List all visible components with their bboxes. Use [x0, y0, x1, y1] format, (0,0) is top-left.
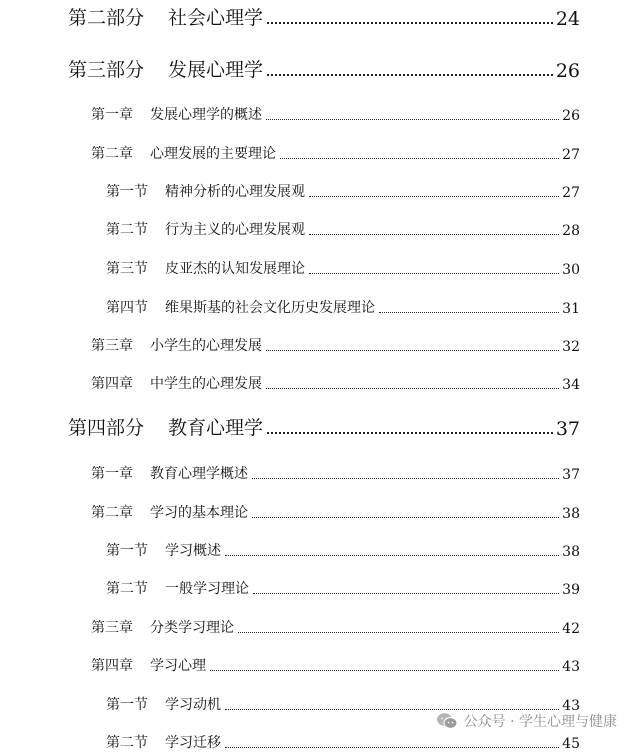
- dot-leader: [225, 555, 559, 556]
- toc-entry-title: 学习心理: [150, 658, 206, 674]
- dot-leader: [253, 593, 559, 594]
- toc-entry-page: 39: [562, 582, 580, 598]
- toc-entry-page: 26: [562, 108, 580, 124]
- toc-entry-title: 一般学习理论: [165, 581, 249, 597]
- dot-leader: [252, 517, 559, 518]
- toc-entry-page: 27: [562, 185, 580, 201]
- toc-entry-title: 学习动机: [165, 697, 221, 713]
- toc-entry-page: 31: [562, 301, 580, 317]
- toc-entry-number: 第三节: [106, 261, 148, 277]
- dot-leader: [238, 632, 559, 633]
- dot-leader: [267, 22, 553, 24]
- toc-entry-number: 第四章: [91, 376, 133, 392]
- toc-entry-title: 发展心理学: [168, 59, 264, 81]
- dot-leader: [267, 432, 553, 434]
- watermark-text: 公众号 · 学生心理与健康: [463, 714, 617, 730]
- toc-entry-section: [106, 578, 580, 598]
- toc-entry-page: 26: [555, 60, 580, 82]
- toc-entry-chapter: [91, 655, 580, 675]
- toc-entry-page: 28: [562, 223, 580, 239]
- toc-entry-number: 第四章: [91, 658, 133, 674]
- toc-entry-page: 37: [562, 467, 580, 483]
- toc-entry-chapter: [91, 335, 580, 355]
- toc-entry-number: 第一节: [106, 184, 148, 200]
- toc-entry-section: [106, 297, 580, 317]
- toc-entry-chapter: [91, 463, 580, 483]
- toc-entry-title: 社会心理学: [168, 7, 264, 29]
- toc-entry-number: 第一节: [106, 697, 148, 713]
- dot-leader: [309, 196, 559, 197]
- toc-entry-title: 发展心理学的概述: [150, 107, 262, 123]
- toc-entry-title: 教育心理学: [168, 417, 264, 439]
- toc-entry-title: 皮亚杰的认知发展理论: [165, 261, 305, 277]
- dot-leader: [266, 350, 559, 351]
- toc-entry-section: [106, 258, 580, 278]
- toc-entry-page: 38: [562, 544, 580, 560]
- toc-entry-section: [106, 219, 580, 239]
- toc-entry-title: 行为主义的心理发展观: [165, 222, 305, 238]
- dot-leader: [379, 312, 559, 313]
- dot-leader: [252, 478, 559, 479]
- toc-entry-chapter: [91, 104, 580, 124]
- toc-entry-number: 第四节: [106, 300, 148, 316]
- toc-entry-chapter: [91, 502, 580, 522]
- toc-entry-title: 心理发展的主要理论: [150, 146, 276, 162]
- toc-entry-page: 43: [562, 698, 580, 714]
- toc-entry-title: 维果斯基的社会文化历史发展理论: [165, 300, 375, 316]
- toc-entry-number: 第一节: [106, 543, 148, 559]
- toc-entry-chapter: [91, 143, 580, 163]
- toc-entry-number: 第三部分: [68, 59, 145, 81]
- toc-entry-title: 学习概述: [165, 543, 221, 559]
- toc-entry-section: [106, 540, 580, 560]
- toc-entry-page: 32: [562, 339, 580, 355]
- toc-entry-number: 第二节: [106, 581, 148, 597]
- toc-entry-number: 第四部分: [68, 417, 145, 439]
- toc-entry-chapter: [91, 617, 580, 637]
- dot-leader: [225, 747, 559, 748]
- toc-entry-number: 第一章: [91, 107, 133, 123]
- toc-entry-page: 43: [562, 659, 580, 675]
- toc-entry-page: 37: [555, 418, 580, 440]
- toc-entry-title: 中学生的心理发展: [150, 376, 262, 392]
- toc-entry-page: 45: [562, 736, 580, 752]
- wechat-official-account-icon: [436, 712, 458, 730]
- dot-leader: [280, 158, 559, 159]
- toc-entry-page: 30: [562, 262, 580, 278]
- toc-entry-number: 第三章: [91, 338, 133, 354]
- toc-entry-title: 精神分析的心理发展观: [165, 184, 305, 200]
- toc-entry-number: 第二节: [106, 735, 148, 751]
- toc-entry-number: 第二章: [91, 505, 133, 521]
- toc-entry-number: 第二章: [91, 146, 133, 162]
- toc-entry-part: [68, 4, 580, 30]
- toc-entry-page: 24: [555, 8, 580, 30]
- toc-entry-page: 27: [562, 147, 580, 163]
- toc-entry-title: 教育心理学概述: [150, 466, 248, 482]
- toc-entry-number: 第一章: [91, 466, 133, 482]
- dot-leader: [225, 709, 559, 710]
- toc-entry-title: 分类学习理论: [150, 620, 234, 636]
- dot-leader: [266, 119, 559, 120]
- dot-leader: [210, 670, 559, 671]
- toc-entry-number: 第三章: [91, 620, 133, 636]
- watermark: [436, 711, 617, 731]
- toc-entry-part: [68, 56, 580, 82]
- toc-entry-title: 学习迁移: [165, 735, 221, 751]
- dot-leader: [309, 273, 559, 274]
- toc-entry-title: 小学生的心理发展: [150, 338, 262, 354]
- toc-entry-page: 38: [562, 506, 580, 522]
- toc-entry-section: [106, 732, 580, 752]
- toc-entry-part: [68, 414, 580, 440]
- dot-leader: [267, 74, 553, 76]
- toc-entry-title: 学习的基本理论: [150, 505, 248, 521]
- toc-entry-section: [106, 181, 580, 201]
- dot-leader: [266, 388, 559, 389]
- toc-entry-page: 42: [562, 621, 580, 637]
- toc-entry-chapter: [91, 373, 580, 393]
- dot-leader: [309, 234, 559, 235]
- toc-entry-page: 34: [562, 377, 580, 393]
- toc-entry-number: 第二部分: [68, 7, 145, 29]
- toc-entry-number: 第二节: [106, 222, 148, 238]
